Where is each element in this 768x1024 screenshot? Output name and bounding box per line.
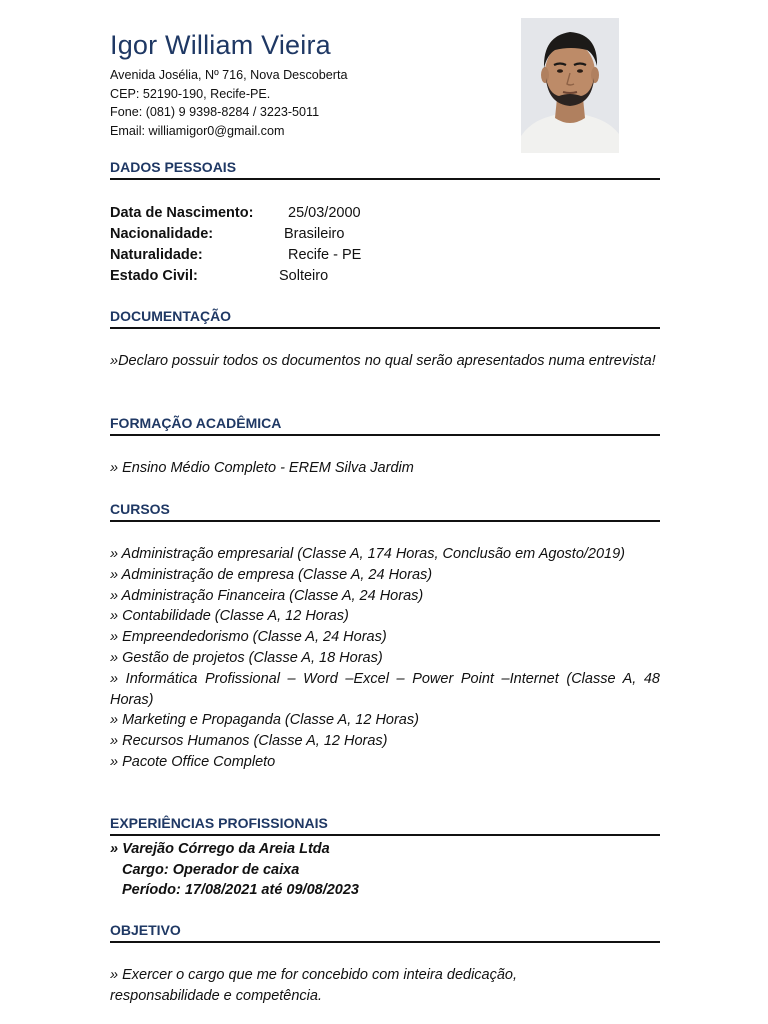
- section-formacao: [110, 415, 660, 436]
- formacao-list: [110, 458, 660, 479]
- experience-company: » Varejão Córrego da Areia Ltda: [110, 841, 330, 857]
- section-title-experiencias: EXPERIÊNCIAS PROFISSIONAIS: [110, 815, 660, 836]
- list-item: » Empreendedorismo (Classe A, 24 Horas): [110, 629, 387, 646]
- list-item: » Informática Profissional – Word –Excel – Power Point –Internet (Classe A, 48 Horas): [110, 670, 660, 708]
- experience-role: Cargo: Operador de caixa: [122, 861, 300, 878]
- list-item: » Gestão de projetos (Classe A, 18 Horas): [110, 649, 383, 666]
- field-label: Data de Nascimento:: [110, 205, 254, 221]
- field-label: Nacionalidade:: [110, 226, 214, 242]
- profile-photo: [521, 18, 619, 153]
- list-item: » Administração Financeira (Classe A, 24 Horas): [110, 587, 424, 604]
- field-value: Solteiro: [279, 268, 329, 284]
- field-value: Brasileiro: [284, 226, 345, 242]
- field-value: 25/03/2000: [288, 205, 361, 221]
- email-line: Email: williamigor0@gmail.com: [110, 123, 285, 138]
- section-title-objetivo: OBJETIVO: [110, 922, 660, 943]
- list-item: » Recursos Humanos (Classe A, 12 Horas): [110, 733, 388, 750]
- list-item: » Contabilidade (Classe A, 12 Horas): [110, 608, 349, 625]
- phone-line: Fone: (081) 9 9398-8284 / 3223-5011: [110, 105, 320, 119]
- list-item: » Administração de empresa (Classe A, 24 Horas): [110, 566, 433, 583]
- field-value: Recife - PE: [288, 247, 362, 263]
- list-item: » Administração empresarial (Classe A, 174 Horas, Conclusão em Agosto/2019): [110, 546, 625, 562]
- address-line: Avenida Josélia, Nº 716, Nova Descoberta: [110, 68, 348, 82]
- list-item: » Pacote Office Completo: [110, 753, 276, 770]
- section-cursos: [110, 501, 660, 522]
- section-title-formacao: FORMAÇÃO ACADÊMICA: [110, 415, 660, 436]
- documentacao-text: »Declaro possuir todos os documentos no qual serão apresentados numa entrevista!: [110, 353, 656, 369]
- objetivo-text: » Exercer o cargo que me for concebido com inteira dedicação, responsabilidade e competência.: [110, 967, 518, 1004]
- experience-entry: [110, 839, 359, 901]
- list-item: » Marketing e Propaganda (Classe A, 12 Horas): [110, 712, 419, 729]
- field-label: Estado Civil:: [110, 268, 198, 284]
- cep-line: CEP: 52190-190, Recife-PE.: [110, 86, 271, 101]
- resume-page: [110, 0, 660, 1024]
- field-label: Naturalidade:: [110, 247, 203, 263]
- contact-block: [110, 66, 348, 140]
- section-title-cursos: CURSOS: [110, 501, 660, 522]
- candidate-name: Igor William Vieira: [110, 30, 331, 60]
- section-dados-pessoais: [110, 159, 660, 180]
- section-title-dados-pessoais: DADOS PESSOAIS: [110, 159, 660, 180]
- cursos-list: [110, 544, 660, 773]
- section-title-documentacao: DOCUMENTAÇÃO: [110, 308, 660, 329]
- experience-period: Período: 17/08/2021 até 09/08/2023: [122, 882, 359, 898]
- list-item: » Ensino Médio Completo - EREM Silva Jardim: [110, 460, 414, 476]
- section-experiencias: [110, 815, 660, 836]
- section-objetivo: [110, 922, 660, 943]
- section-documentacao: [110, 308, 660, 329]
